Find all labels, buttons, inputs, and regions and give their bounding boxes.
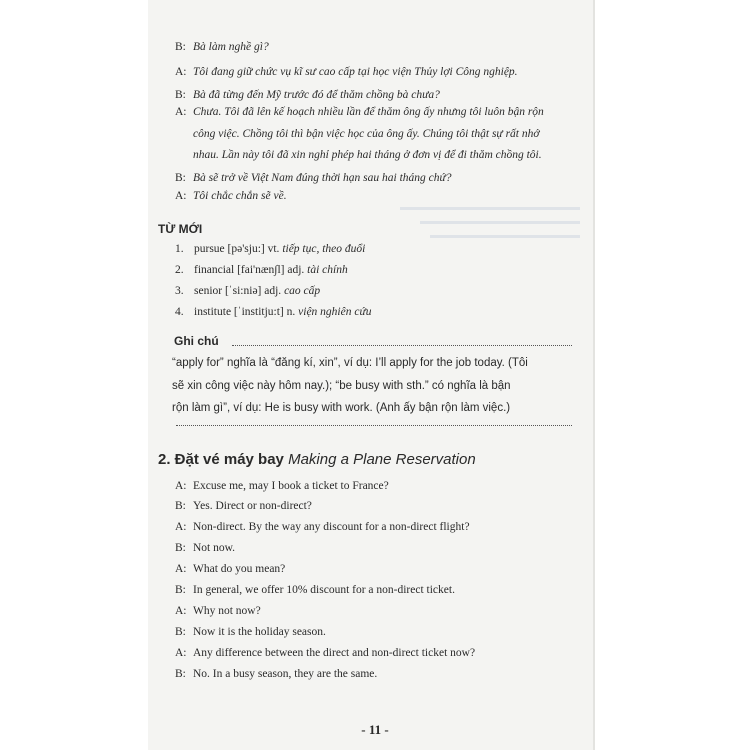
note-line: sẽ xin công việc này hôm nay.); “be busy with sth.” có nghĩa là bận (172, 380, 511, 392)
bleed-through (430, 235, 580, 238)
speaker-label: B: (175, 89, 186, 101)
dialogue-line-continued: nhau. Lần này tôi đã xin nghỉ phép hai tháng ở đơn vị để đi thăm chồng tôi. (193, 149, 542, 161)
vocab-meaning: cao cấp (284, 285, 321, 297)
note-line: rộn làm gì”, ví dụ: He is busy with work. (Anh ấy bận rộn làm việc.) (172, 402, 511, 414)
dialogue-line: Not now. (193, 542, 236, 554)
dialogue-line: Yes. Direct or non-direct? (193, 500, 312, 512)
note-heading: Ghi chú (174, 334, 219, 348)
vocab-number: 3. (175, 285, 184, 297)
speaker-label: A: (175, 480, 187, 492)
vocab-number: 2. (175, 264, 184, 276)
speaker-label: A: (175, 521, 187, 533)
bleed-through (400, 207, 580, 210)
dialogue-line: Tôi đang giữ chức vụ kĩ sư cao cấp tại học viện Thủy lợi Công nghiệp. (193, 66, 518, 78)
vocab-item (194, 264, 348, 276)
dialogue-line-continued: công việc. Chồng tôi thì bận việc học của ông ấy. Chúng tôi thật sự rất nhớ (193, 128, 540, 140)
speaker-label: A: (175, 190, 187, 202)
speaker-label: B: (175, 172, 186, 184)
speaker-label: A: (175, 605, 187, 617)
vocab-item (194, 306, 371, 318)
dialogue-line: In general, we offer 10% discount for a non-direct ticket. (193, 584, 455, 596)
vocab-meaning: viện nghiên cứu (298, 306, 372, 318)
note-top-divider (232, 345, 572, 346)
bleed-through (420, 221, 580, 224)
vocab-item (194, 243, 365, 255)
speaker-label: A: (175, 647, 187, 659)
speaker-label: B: (175, 584, 186, 596)
vocab-number: 4. (175, 306, 184, 318)
section-title-english: Making a Plane Reservation (288, 451, 476, 468)
dialogue-line: Bà đã từng đến Mỹ trước đó để thăm chồng bà chưa? (193, 89, 440, 101)
speaker-label: A: (175, 66, 187, 78)
dialogue-line: Tôi chắc chắn sẽ về. (193, 190, 287, 202)
dialogue-line: What do you mean? (193, 563, 286, 575)
note-bottom-divider (176, 425, 572, 426)
dialogue-line: Non-direct. By the way any discount for a non-direct flight? (193, 521, 470, 533)
vocab-meaning: tiếp tục, theo đuổi (282, 243, 366, 255)
dialogue-line: Bà làm nghề gì? (193, 41, 269, 53)
vocab-heading: TỪ MỚI (158, 222, 203, 236)
dialogue-line: No. In a busy season, they are the same. (193, 668, 378, 680)
vocab-word: pursue [pə'sju:] vt. (194, 243, 280, 255)
speaker-label: A: (175, 563, 187, 575)
dialogue-line: Any difference between the direct and non-direct ticket now? (193, 647, 476, 659)
dialogue-line: Why not now? (193, 605, 261, 617)
vocab-word: financial [fai'næn∫l] adj. (194, 264, 305, 276)
section-title-vietnamese: 2. Đặt vé máy bay (158, 451, 284, 468)
vocab-number: 1. (175, 243, 184, 255)
vocab-meaning: tài chính (307, 264, 348, 276)
section-title (158, 451, 476, 468)
speaker-label: B: (175, 500, 186, 512)
dialogue-line: Bà sẽ trở về Việt Nam đúng thời hạn sau hai tháng chứ? (193, 172, 452, 184)
page-edge (593, 0, 595, 750)
page-number: - 11 - (361, 722, 389, 737)
dialogue-line: Now it is the holiday season. (193, 626, 326, 638)
speaker-label: B: (175, 542, 186, 554)
vocab-item (194, 285, 320, 297)
vocab-word: senior [ˈsi:niə] adj. (194, 285, 282, 297)
speaker-label: B: (175, 41, 186, 53)
dialogue-line: Chưa. Tôi đã lên kế hoạch nhiều lần để thăm ông ấy nhưng tôi luôn bận rộn (193, 106, 544, 118)
dialogue-line: Excuse me, may I book a ticket to France? (193, 480, 389, 492)
speaker-label: B: (175, 668, 186, 680)
speaker-label: B: (175, 626, 186, 638)
vocab-word: institute [ˈinstitju:t] n. (194, 306, 296, 318)
speaker-label: A: (175, 106, 187, 118)
note-line: “apply for” nghĩa là “đăng kí, xin”, ví dụ: I’ll apply for the job today. (Tôi (172, 357, 528, 369)
